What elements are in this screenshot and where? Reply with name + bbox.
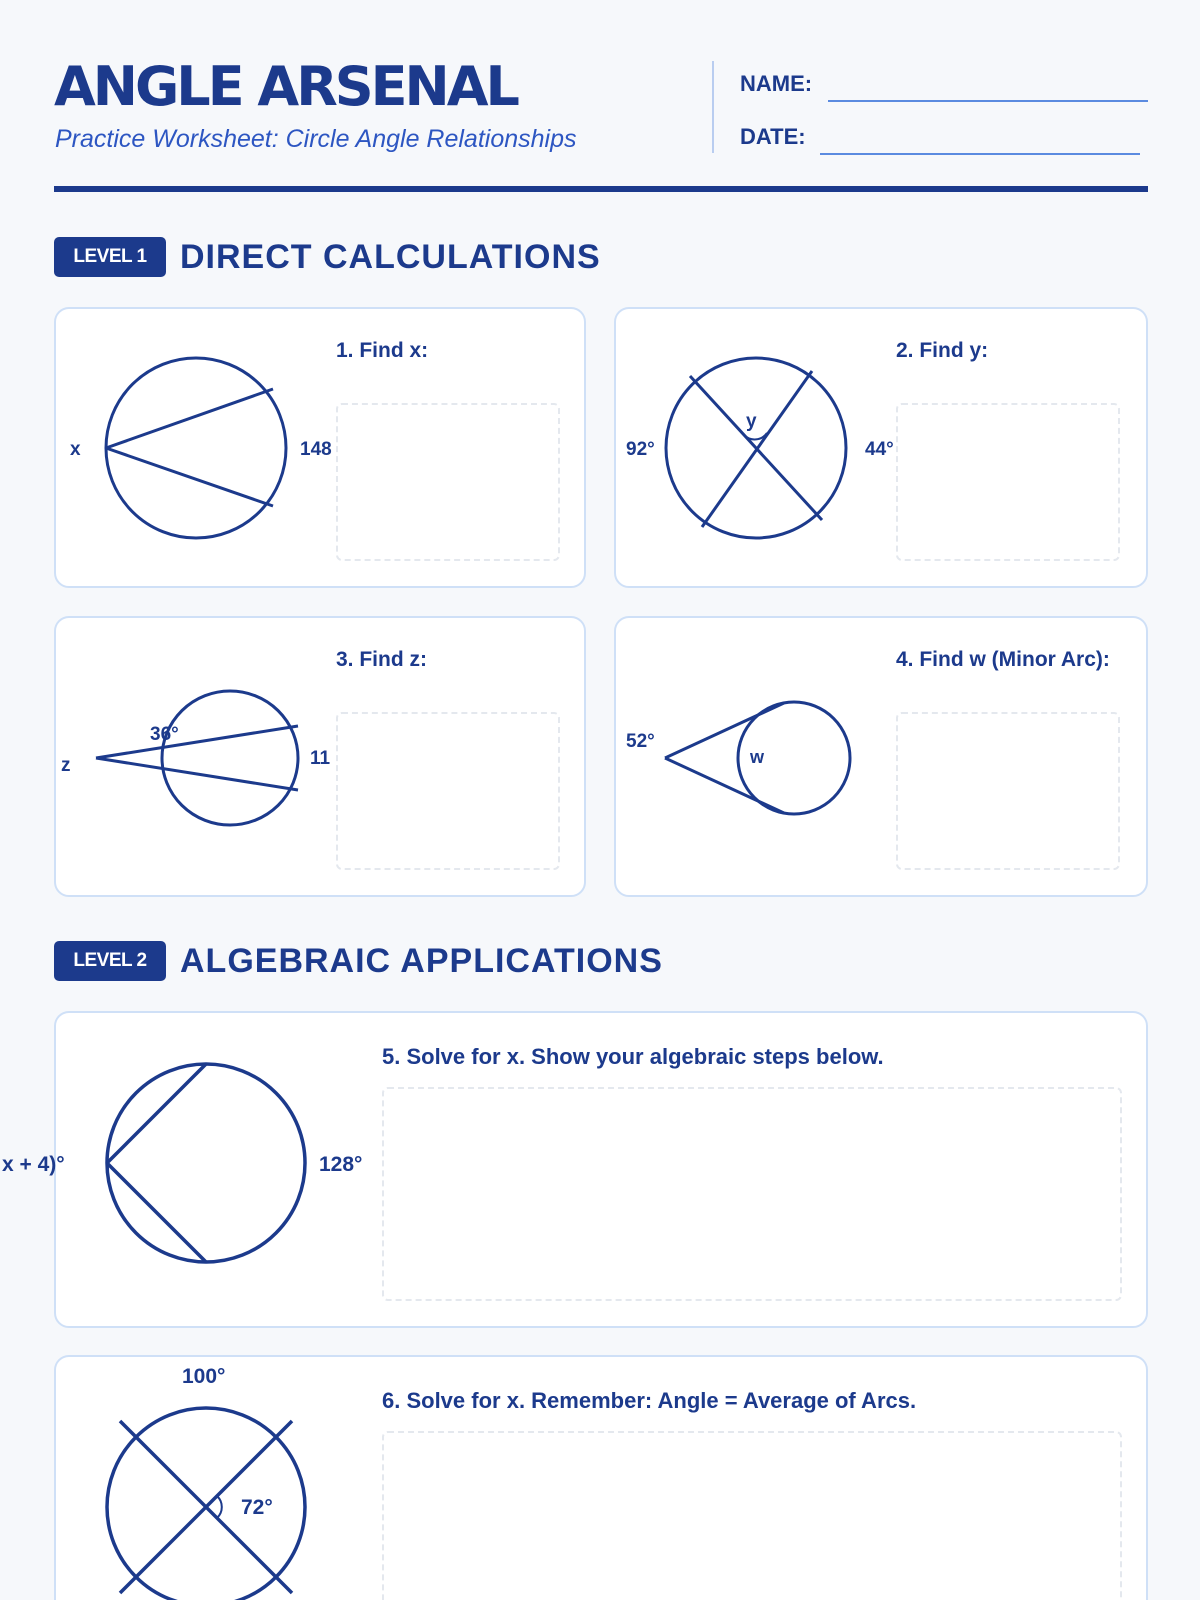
level-2-heading: [54, 941, 814, 981]
problem-1-card: [54, 307, 586, 588]
arc-label: 128°: [319, 1153, 363, 1176]
arc-label: 36°: [150, 724, 179, 745]
tangent: [665, 758, 784, 813]
date-field[interactable]: [820, 153, 1140, 155]
problem-6-card: [54, 1355, 1148, 1600]
arc-label: 100°: [182, 1365, 226, 1388]
circle: [162, 691, 298, 825]
arc-label: 44°: [865, 439, 894, 460]
level-1-heading: [54, 237, 754, 277]
question-label: 6. Solve for x. Remember: Angle = Average of Arcs.: [382, 1388, 917, 1413]
question-label: 1. Find x:: [336, 339, 429, 362]
problem-3-card: [54, 616, 586, 897]
answer-box[interactable]: [382, 1087, 1122, 1301]
answer-box[interactable]: [896, 712, 1120, 870]
arc-label: 92°: [626, 439, 655, 460]
secant: [96, 726, 298, 758]
angle-label: 52°: [626, 731, 655, 752]
circle: [106, 358, 286, 538]
level-badge: LEVEL 1: [54, 237, 166, 277]
unknown-label: y: [746, 411, 757, 432]
angle-arc: [217, 1496, 222, 1518]
worksheet-header: [54, 55, 1148, 155]
tangent: [665, 703, 784, 758]
section-title: DIRECT CALCULATIONS: [180, 238, 601, 276]
answer-box[interactable]: [382, 1431, 1122, 1600]
secant: [96, 758, 298, 790]
unknown-label: w: [750, 747, 765, 767]
chord: [106, 389, 273, 448]
chord: [106, 448, 273, 506]
unknown-label: x: [70, 439, 81, 460]
date-row: [740, 116, 1200, 156]
answer-box[interactable]: [336, 403, 560, 561]
unknown-label: z: [61, 755, 71, 776]
question-label: 3. Find z:: [336, 648, 427, 671]
answer-box[interactable]: [896, 403, 1120, 561]
worksheet-title: ANGLE ARSENAL: [54, 55, 517, 118]
name-field[interactable]: [828, 100, 1148, 102]
question-label: 4. Find w (Minor Arc):: [896, 648, 1110, 671]
name-row: [740, 63, 1200, 103]
date-label: DATE:: [740, 124, 806, 149]
problem-5-card: [2, 1011, 1148, 1328]
answer-box[interactable]: [336, 712, 560, 870]
problem-4-card: [614, 616, 1148, 897]
section-title: ALGEBRAIC APPLICATIONS: [180, 942, 663, 980]
level-badge: LEVEL 2: [54, 941, 166, 981]
angle-label: 72°: [241, 1496, 273, 1519]
chord: [702, 371, 812, 527]
arc-label: 11: [310, 748, 331, 769]
expression-label: x + 4)°: [2, 1153, 65, 1176]
header-divider: [712, 61, 714, 153]
worksheet-subtitle: Practice Worksheet: Circle Angle Relationships: [55, 125, 577, 153]
arc-label: 148: [300, 439, 332, 460]
question-label: 2. Find y:: [896, 339, 989, 362]
header-rule: [54, 186, 1148, 192]
circle: [107, 1064, 305, 1262]
question-label: 5. Solve for x. Show your algebraic steps below.: [382, 1044, 884, 1069]
name-label: NAME:: [740, 71, 813, 96]
problem-2-card: [614, 307, 1148, 588]
